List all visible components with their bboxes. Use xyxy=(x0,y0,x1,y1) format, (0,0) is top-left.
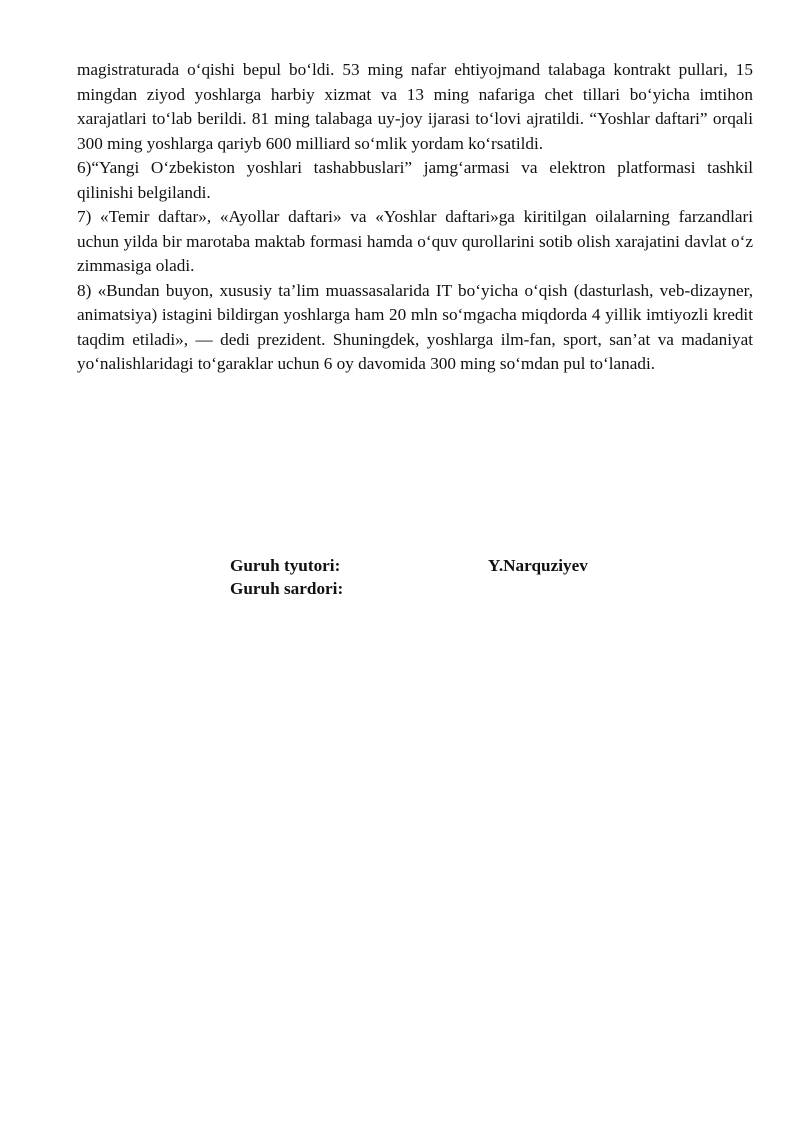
group-leader-label: Guruh sardori: xyxy=(230,579,344,598)
group-tutor-name: Y.Narquziyev xyxy=(488,556,588,575)
paragraph-item-8: 8) «Bundan buyon, xususiy ta’lim muassasalarida IT bo‘yicha o‘qish (dasturlash, veb-dizayner, animatsiya) istagini bildirgan yoshlarga ham 20 mln so‘mgacha miqdorda 4 yillik imtiyozli kredit taqdim etiladi», — dedi prezident. Shuningdek, yoshlarga ilm-fan, sport, san’at va madaniyat yo‘nalishlaridagi to‘garaklar uchun 6 oy davomida 300 ming so‘mdan pul to‘lanadi. xyxy=(77,280,753,373)
document-body xyxy=(77,58,753,377)
paragraph-item-6: 6)“Yangi O‘zbekiston yoshlari tashabbuslari” jamg‘armasi va elektron platformasi tashkil qilinishi belgilandi. xyxy=(77,158,753,202)
paragraph-continuation: magistraturada o‘qishi bepul bo‘ldi. 53 ming nafar ehtiyojmand talabaga kontrakt pullari, 15 mingdan ziyod yoshlarga harbiy xizmat va 13 ming nafariga chet tillari bo‘yicha imtihon xarajatlari to‘lab berildi. 81 ming talabaga uy-joy ijarasi to‘lovi ajratildi. “Yoshlar daftari” orqali 300 ming yoshlarga qariyb 600 milliard so‘mlik yordam ko‘rsatildi. xyxy=(77,60,753,153)
group-tutor-label: Guruh tyutori: xyxy=(230,556,341,575)
paragraph-item-7: 7) «Temir daftar», «Ayollar daftari» va «Yoshlar daftari»ga kiritilgan oilalarning farzandlari uchun yilda bir marotaba maktab formasi hamda o‘quv qurollarini sotib olish xarajatini davlat o‘z zimmasiga oladi. xyxy=(77,207,753,275)
